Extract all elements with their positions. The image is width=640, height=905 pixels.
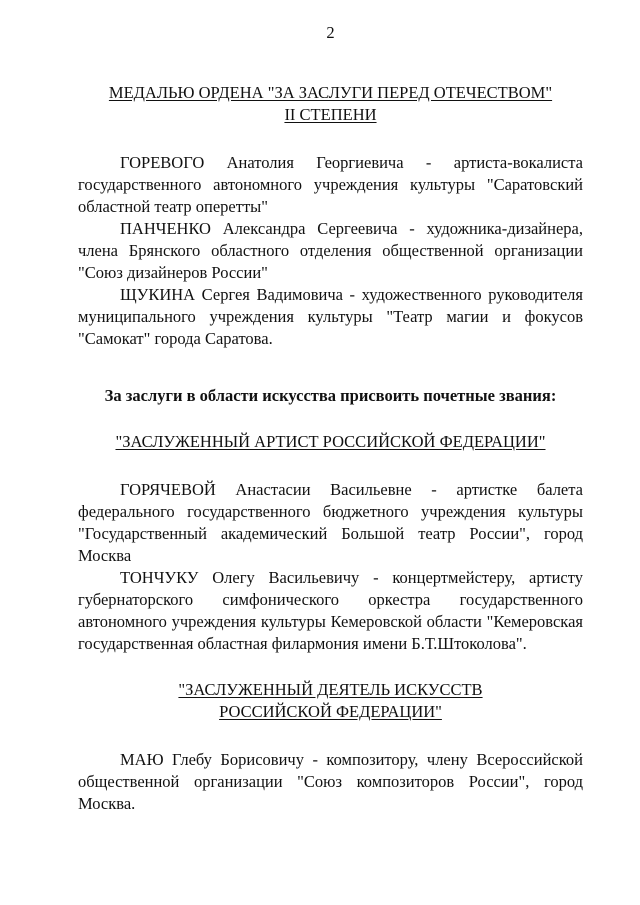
- award-entry: МАЮ Глебу Борисовичу - композитору, члену Всероссийской общественной организации "Союз композиторов России", город Москва.: [78, 750, 583, 813]
- page-number: 2: [326, 23, 335, 42]
- section-heading-honored-artist: [78, 431, 583, 453]
- heading-line: "ЗАСЛУЖЕННЫЙ АРТИСТ РОССИЙСКОЙ ФЕДЕРАЦИИ": [115, 432, 546, 451]
- heading-line: "ЗАСЛУЖЕННЫЙ ДЕЯТЕЛЬ ИСКУССТВ: [178, 680, 483, 699]
- section-heading-honored-art-worker: [78, 679, 583, 723]
- award-entry: ГОРЕВОГО Анатолия Георгиевича - артиста-вокалиста государственного автономного учреждения культуры "Саратовский областной театр оперетты": [78, 153, 583, 216]
- heading-line: МЕДАЛЬЮ ОРДЕНА "ЗА ЗАСЛУГИ ПЕРЕД ОТЕЧЕСТВОМ": [108, 83, 553, 102]
- heading-line: РОССИЙСКОЙ ФЕДЕРАЦИИ": [219, 702, 442, 721]
- decree-statement: За заслуги в области искусства присвоить почетные звания:: [104, 386, 557, 405]
- award-entry: ЩУКИНА Сергея Вадимовича - художественного руководителя муниципального учреждения культуры "Театр магии и фокусов "Самокат" города Саратова.: [78, 285, 583, 348]
- section-heading-medal: [78, 82, 583, 126]
- heading-line: II СТЕПЕНИ: [284, 105, 377, 124]
- award-entry: ПАНЧЕНКО Александра Сергеевича - художника-дизайнера, члена Брянского областного отделения общественной организации "Союз дизайнеров России": [78, 219, 583, 282]
- award-entry: ГОРЯЧЕВОЙ Анастасии Васильевне - артистке балета федерального государственного бюджетного учреждения культуры "Государственный академический Большой театр России", город Москва: [78, 480, 583, 565]
- award-entry: ТОНЧУКУ Олегу Васильевичу - концертмейстеру, артисту губернаторского симфонического оркестра государственного автономного учреждения культуры Кемеровской области "Кемеровская государственная областная филармония имени Б.Т.Штоколова".: [78, 568, 583, 653]
